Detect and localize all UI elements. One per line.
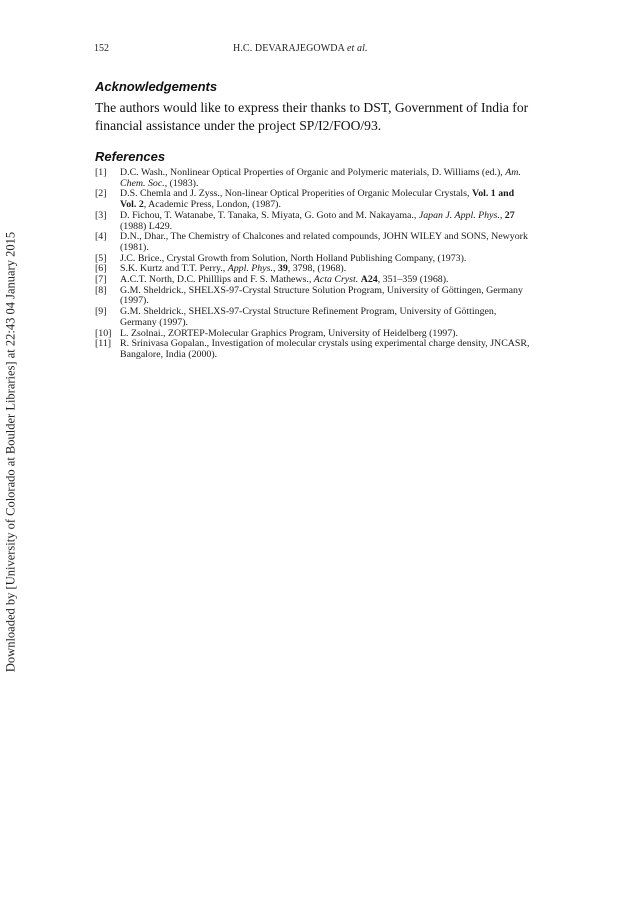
reference-item [95,339,531,360]
acknowledgements-heading: Acknowledgements [95,79,218,94]
reference-text: , 351–359 (1968). [377,274,449,286]
reference-number: [8] [95,284,107,296]
reference-text: Am. Chem. Soc. [120,167,521,189]
reference-text: S.K. Kurtz and T.T. Perry., [120,263,228,275]
reference-item [95,211,531,232]
page-number: 152 [94,43,109,54]
reference-text: Vol. 1 and Vol. 2 [120,188,515,211]
reference-text: A.C.T. North, D.C. Philllips and F. S. Mathews., [120,274,314,286]
references-list [95,168,531,361]
reference-text: G.M. Sheldrick., SHELXS-97-Crystal Structure Solution Program, University of Göttingen, Germany (1997). [120,284,523,307]
running-head [233,43,368,54]
reference-number: [5] [95,252,107,264]
reference-text: , Academic Press, London, (1987). [143,199,281,211]
references-heading: References [95,149,166,164]
reference-text: 27 [504,209,515,221]
reference-text: 39 [277,263,288,275]
reference-item [95,232,531,253]
reference-number: [11] [95,338,112,350]
reference-number: [1] [95,167,107,178]
reference-text: (1988) L429. [120,220,173,232]
reference-item [95,286,531,307]
reference-text: R. Srinivasa Gopalan., Investigation of molecular crystals using experimental charge density, JNCASR, Bangalore, India (2000). [120,338,530,360]
reference-text: Acta Cryst. [313,274,359,286]
running-head-author: H.C. DEVARAJEGOWDA [233,43,345,54]
running-head-et-al: et al. [346,43,368,54]
reference-text: D.S. Chemla and J. Zyss., Non-linear Optical Properities of Organic Molecular Crystals, [120,188,472,200]
reference-item [95,307,531,328]
reference-number: [2] [95,188,107,200]
reference-text: , 3798, (1968). [287,263,347,275]
reference-text: D. Fichou, T. Watanabe, T. Tanaka, S. Miyata, G. Goto and M. Nakayama., [120,209,419,221]
reference-item [95,189,531,210]
reference-text: J.C. Brice., Crystal Growth from Solution, North Holland Publishing Company, (1973). [120,252,467,264]
reference-number: [7] [95,274,107,286]
reference-text: Appl. Phys. [227,263,273,275]
reference-number: [9] [95,306,107,318]
reference-text: D.C. Wash., Nonlinear Optical Properties of Organic and Polymeric materials, D. Williams (ed.), [120,167,506,178]
reference-item [95,168,531,189]
download-notice-sidebar [0,0,20,911]
reference-text: , [499,209,505,221]
reference-number: [10] [95,327,112,339]
reference-text: Japan J. Appl. Phys. [418,209,500,221]
reference-number: [4] [95,231,107,243]
reference-text: A24 [360,274,378,286]
reference-text: , [272,263,278,275]
reference-text: D.N., Dhar., The Chemistry of Chalcones and related compounds, JOHN WILEY and SONS, Newyork (1981). [120,231,528,253]
reference-number: [3] [95,209,107,221]
acknowledgements-text: The authors would like to express their thanks to DST, Government of India for financial assistance under the project SP/I2/FOO/93. [95,100,529,133]
reference-text: L. Zsolnai., ZORTEP-Molecular Graphics Program, University of Heidelberg (1997). [120,327,458,339]
reference-text: G.M. Sheldrick., SHELXS-97-Crystal Structure Refinement Program, University of Göttingen, Germany (1997). [120,306,497,328]
reference-text: , (1983). [164,177,199,189]
reference-number: [6] [95,263,107,275]
download-notice: Downloaded by [University of Colorado at Boulder Libraries] at 22:43 04 January 2015 [3,231,18,673]
